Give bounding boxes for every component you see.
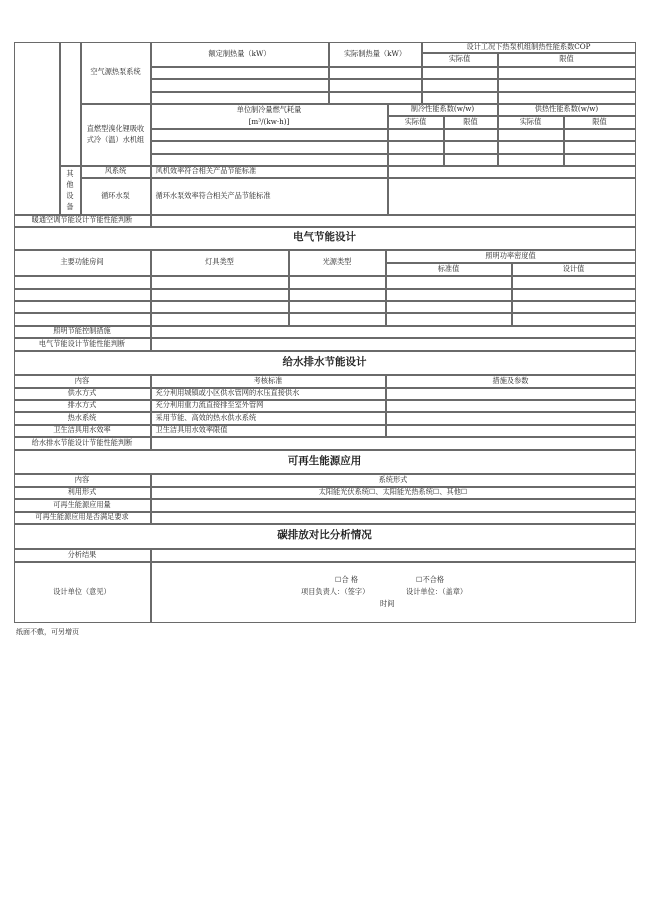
input-cell[interactable] <box>498 79 636 92</box>
renewable-title: 可再生能源应用 <box>14 450 636 474</box>
lighting-control-label: 照明节能控制措施 <box>14 326 151 338</box>
fixture-header: 灯具类型 <box>151 250 289 276</box>
design-header: 设计值 <box>512 263 636 276</box>
heating-cop-header: 供热性能系数(w/w) <box>498 104 636 116</box>
input-cell[interactable] <box>289 301 386 313</box>
input-cell[interactable] <box>151 289 289 301</box>
input-cell[interactable] <box>388 166 636 178</box>
input-cell[interactable] <box>422 79 498 92</box>
input-cell[interactable] <box>289 289 386 301</box>
input-cell[interactable] <box>388 129 444 141</box>
gas-use-label: 单位制冷量燃气耗量 <box>236 104 302 114</box>
water-row-label: 供水方式 <box>14 388 151 400</box>
source-header: 光源类型 <box>289 250 386 276</box>
input-cell[interactable] <box>289 313 386 326</box>
input-cell[interactable] <box>14 276 151 289</box>
input-cell[interactable] <box>151 301 289 313</box>
fan-standard: 风机效率符合相关产品节能标准 <box>151 166 388 178</box>
hvac-side-cell <box>14 42 60 215</box>
water-title: 给水排水节能设计 <box>14 351 636 375</box>
fan-label: 风系统 <box>81 166 151 178</box>
cop-header: 设计工况下热泵机组制热性能系数COP <box>422 42 636 53</box>
input-cell[interactable] <box>388 141 444 154</box>
lpd-header: 照明功率密度值 <box>386 250 636 263</box>
cooling-cop-header: 制冷性能系数(w/w) <box>388 104 498 116</box>
input-cell[interactable] <box>151 92 329 104</box>
water-row-standard: 采用节能、高效的热水供水系统 <box>151 412 386 425</box>
input-cell[interactable] <box>512 276 636 289</box>
analysis-result-label: 分析结果 <box>14 549 151 562</box>
renewable-amount-label: 可再生能源应用量 <box>14 499 151 512</box>
input-cell[interactable] <box>444 154 498 166</box>
input-cell[interactable] <box>564 141 636 154</box>
footer-note: 纸面不敷，可另增页 <box>16 628 79 636</box>
input-cell[interactable] <box>14 301 151 313</box>
input-cell[interactable] <box>151 326 636 338</box>
input-cell[interactable] <box>444 141 498 154</box>
input-cell[interactable] <box>151 499 636 512</box>
opinion-label: 设计单位（意见） <box>14 562 151 623</box>
renewable-content-header: 内容 <box>14 474 151 487</box>
input-cell[interactable] <box>386 425 636 437</box>
electrical-title: 电气节能设计 <box>14 227 636 250</box>
time-label: 时间 <box>380 599 395 608</box>
input-cell[interactable] <box>14 289 151 301</box>
cooling-actual-header: 实际值 <box>388 116 444 129</box>
water-standard-header: 考核标准 <box>151 375 386 388</box>
input-cell[interactable] <box>386 301 512 313</box>
input-cell[interactable] <box>512 313 636 326</box>
rated-heat-header: 额定制热量（kW） <box>151 42 329 67</box>
input-cell[interactable] <box>444 129 498 141</box>
water-row-label: 热水系统 <box>14 412 151 425</box>
cooling-limit-header: 限值 <box>444 116 498 129</box>
input-cell[interactable] <box>564 154 636 166</box>
pass-checkbox[interactable]: ☐合 格 <box>335 575 359 584</box>
input-cell[interactable] <box>386 388 636 400</box>
cop-actual-header: 实际值 <box>422 53 498 67</box>
input-cell[interactable] <box>386 412 636 425</box>
input-cell[interactable] <box>422 67 498 79</box>
input-cell[interactable] <box>498 129 564 141</box>
usage-options[interactable]: 太阳能光伏系统☐、太阳能光热系统☐、其他☐ <box>151 487 636 499</box>
water-row-label: 卫生洁具用水效率 <box>14 425 151 437</box>
input-cell[interactable] <box>422 92 498 104</box>
input-cell[interactable] <box>329 79 422 92</box>
gas-use-header <box>151 104 388 129</box>
renewable-form-header: 系统形式 <box>151 474 636 487</box>
input-cell[interactable] <box>329 92 422 104</box>
carbon-title: 碳排放对比分析情况 <box>14 524 636 549</box>
input-cell[interactable] <box>386 276 512 289</box>
input-cell[interactable] <box>512 289 636 301</box>
water-row-standard: 充分利用城镇或小区供水管网的水压直接供水 <box>151 388 386 400</box>
input-cell[interactable] <box>151 129 388 141</box>
input-cell[interactable] <box>151 549 636 562</box>
input-cell[interactable] <box>151 67 329 79</box>
gas-use-unit: [m³/(kw·h)] <box>248 117 290 126</box>
water-row-label: 排水方式 <box>14 400 151 412</box>
input-cell[interactable] <box>151 154 388 166</box>
air-source-label: 空气源热泵系统 <box>81 42 151 104</box>
water-row-standard: 充分利用重力流直接排至室外管网 <box>151 400 386 412</box>
water-row-standard: 卫生洁具用水效率限值 <box>151 425 386 437</box>
water-measures-header: 措施及参数 <box>386 375 636 388</box>
input-cell[interactable] <box>388 178 636 215</box>
input-cell[interactable] <box>498 92 636 104</box>
input-cell[interactable] <box>386 313 512 326</box>
renewable-meets-label: 可再生能源应用是否满足要求 <box>14 512 151 524</box>
opinion-cell <box>151 562 636 623</box>
pump-label: 循环水泵 <box>81 178 151 215</box>
standard-header: 标准值 <box>386 263 512 276</box>
input-cell[interactable] <box>386 289 512 301</box>
heating-actual-header: 实际值 <box>498 116 564 129</box>
input-cell[interactable] <box>14 313 151 326</box>
input-cell[interactable] <box>329 67 422 79</box>
input-cell[interactable] <box>151 313 289 326</box>
room-header: 主要功能房间 <box>14 250 151 276</box>
leader-signature: 项目负责人：（签字） <box>301 587 370 596</box>
input-cell[interactable] <box>564 129 636 141</box>
fail-checkbox[interactable]: ☐不合格 <box>416 575 445 584</box>
cop-limit-header: 限值 <box>498 53 636 67</box>
input-cell[interactable] <box>289 276 386 289</box>
input-cell[interactable] <box>386 400 636 412</box>
input-cell[interactable] <box>151 215 636 227</box>
hvac-sub-cell <box>60 42 81 166</box>
water-judgement-label: 给水排水节能设计节能性能判断 <box>14 437 151 450</box>
input-cell[interactable] <box>498 141 564 154</box>
input-cell[interactable] <box>498 154 564 166</box>
input-cell[interactable] <box>498 67 636 79</box>
input-cell[interactable] <box>151 437 636 450</box>
input-cell[interactable] <box>512 301 636 313</box>
actual-heat-header: 实际制热量（kW） <box>329 42 422 67</box>
input-cell[interactable] <box>388 154 444 166</box>
electrical-judgement-label: 电气节能设计节能性能判断 <box>14 338 151 351</box>
usage-label: 利用形式 <box>14 487 151 499</box>
pump-standard: 循环水泵效率符合相关产品节能标准 <box>151 178 388 215</box>
input-cell[interactable] <box>151 512 636 524</box>
input-cell[interactable] <box>151 141 388 154</box>
input-cell[interactable] <box>151 338 636 351</box>
absorption-label: 直燃型溴化锂吸收式冷（温）水机组 <box>81 104 151 166</box>
input-cell[interactable] <box>151 276 289 289</box>
unit-stamp: 设计单位：（盖章） <box>406 587 468 596</box>
other-equipment-label: 其他设备 <box>60 166 81 215</box>
input-cell[interactable] <box>151 79 329 92</box>
heating-limit-header: 限值 <box>564 116 636 129</box>
hvac-judgement-label: 暖通空调节能设计节能性能判断 <box>14 215 151 227</box>
water-content-header: 内容 <box>14 375 151 388</box>
